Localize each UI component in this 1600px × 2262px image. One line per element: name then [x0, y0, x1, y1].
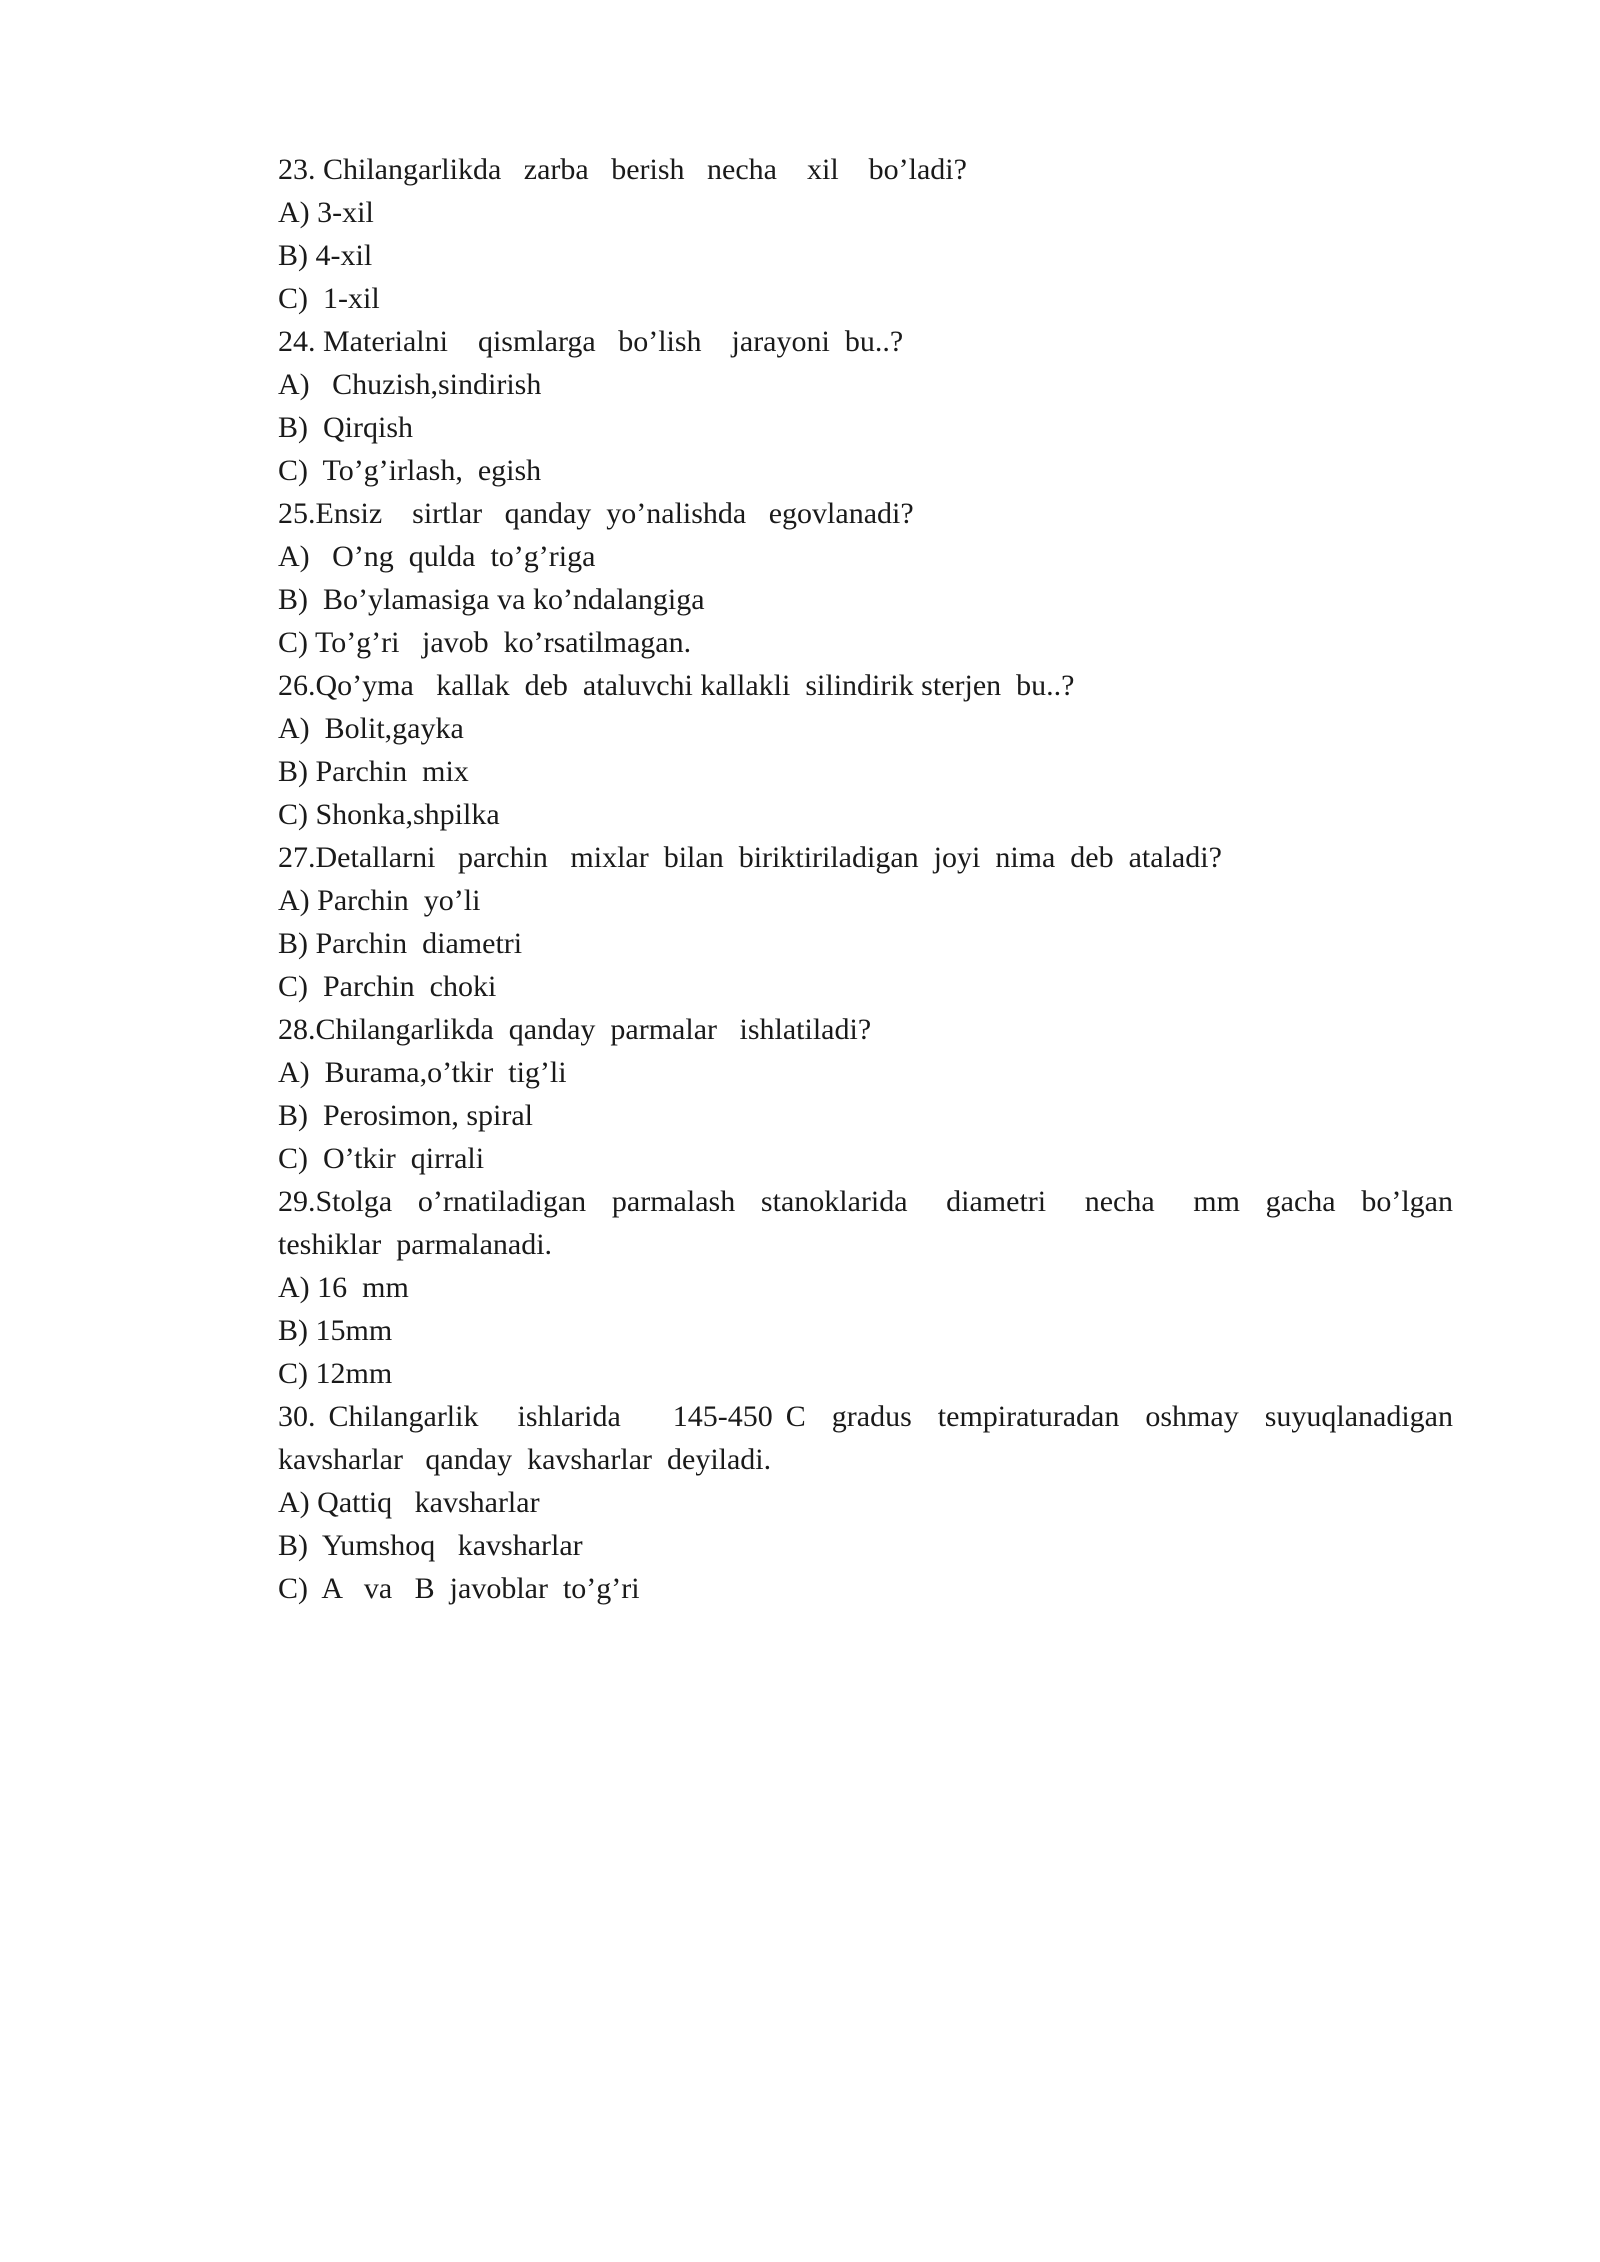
- option-c: C) 1-xil: [278, 282, 380, 315]
- question-29: [278, 1180, 1461, 1395]
- question-27: [278, 836, 1453, 1008]
- question-24: [278, 320, 1453, 492]
- question-number: 26.: [278, 669, 316, 702]
- question-number: 25.: [278, 497, 316, 530]
- question-text: 26.Qo’yma kallak deb ataluvchi kallakli silindirik sterjen bu..?: [278, 669, 1075, 702]
- option-c: C) A va B javoblar to’g’ri: [278, 1572, 640, 1605]
- option-b: B) 4-xil: [278, 239, 373, 272]
- option-b: B) Qirqish: [278, 411, 413, 444]
- question-text: 27.Detallarni parchin mixlar bilan biriktiriladigan joyi nima deb ataladi?: [278, 841, 1222, 874]
- option-c: C) Shonka,shpilka: [278, 798, 500, 831]
- option-a: A) Chuzish,sindirish: [278, 368, 542, 401]
- question-25: [278, 492, 1453, 664]
- option-a: A) 16 mm: [278, 1271, 409, 1304]
- option-a: A) Burama,o’tkir tig’li: [278, 1056, 567, 1089]
- question-number: 29.: [278, 1185, 316, 1218]
- option-c: C) O’tkir qirrali: [278, 1142, 485, 1175]
- option-b: B) Perosimon, spiral: [278, 1099, 533, 1132]
- question-number: 27.: [278, 841, 316, 874]
- question-text: 24. Materialni qismlarga bo’lish jarayoni bu..?: [278, 325, 904, 358]
- question-28: [278, 1008, 1453, 1180]
- option-c: C) To’g’ri javob ko’rsatilmagan.: [278, 626, 692, 659]
- option-a: A) Bolit,gayka: [278, 712, 464, 745]
- question-text: 30. Chilangarlik ishlarida 145-450 C gradus tempiraturadan oshmay suyuqlanadigan kavsharlar qanday kavsharlar deyiladi.: [278, 1400, 1461, 1476]
- option-c: C) 12mm: [278, 1357, 393, 1390]
- question-text: 28.Chilangarlikda qanday parmalar ishlatiladi?: [278, 1013, 872, 1046]
- question-text: 29.Stolga o’rnatiladigan parmalash stanoklarida diametri necha mm gacha bo’lgan teshiklar parmalanadi.: [278, 1185, 1461, 1261]
- question-number: 23.: [278, 153, 316, 186]
- question-text: 23. Chilangarlikda zarba berish necha xil bo’ladi?: [278, 153, 967, 186]
- option-b: B) Yumshoq kavsharlar: [278, 1529, 583, 1562]
- option-a: A) 3-xil: [278, 196, 374, 229]
- question-number: 28.: [278, 1013, 316, 1046]
- question-list: [278, 148, 1461, 1610]
- question-text: 25.Ensiz sirtlar qanday yo’nalishda egovlanadi?: [278, 497, 914, 530]
- question-30: [278, 1395, 1461, 1610]
- option-b: B) Parchin mix: [278, 755, 469, 788]
- option-a: A) Qattiq kavsharlar: [278, 1486, 540, 1519]
- option-b: B) Parchin diametri: [278, 927, 523, 960]
- option-c: C) To’g’irlash, egish: [278, 454, 542, 487]
- question-number: 24.: [278, 325, 316, 358]
- option-b: B) Bo’ylamasiga va ko’ndalangiga: [278, 583, 705, 616]
- option-b: B) 15mm: [278, 1314, 393, 1347]
- question-23: [278, 148, 1453, 320]
- option-a: A) Parchin yo’li: [278, 884, 481, 917]
- option-a: A) O’ng qulda to’g’riga: [278, 540, 596, 573]
- question-number: 30.: [278, 1400, 316, 1433]
- question-26: [278, 664, 1453, 836]
- option-c: C) Parchin choki: [278, 970, 497, 1003]
